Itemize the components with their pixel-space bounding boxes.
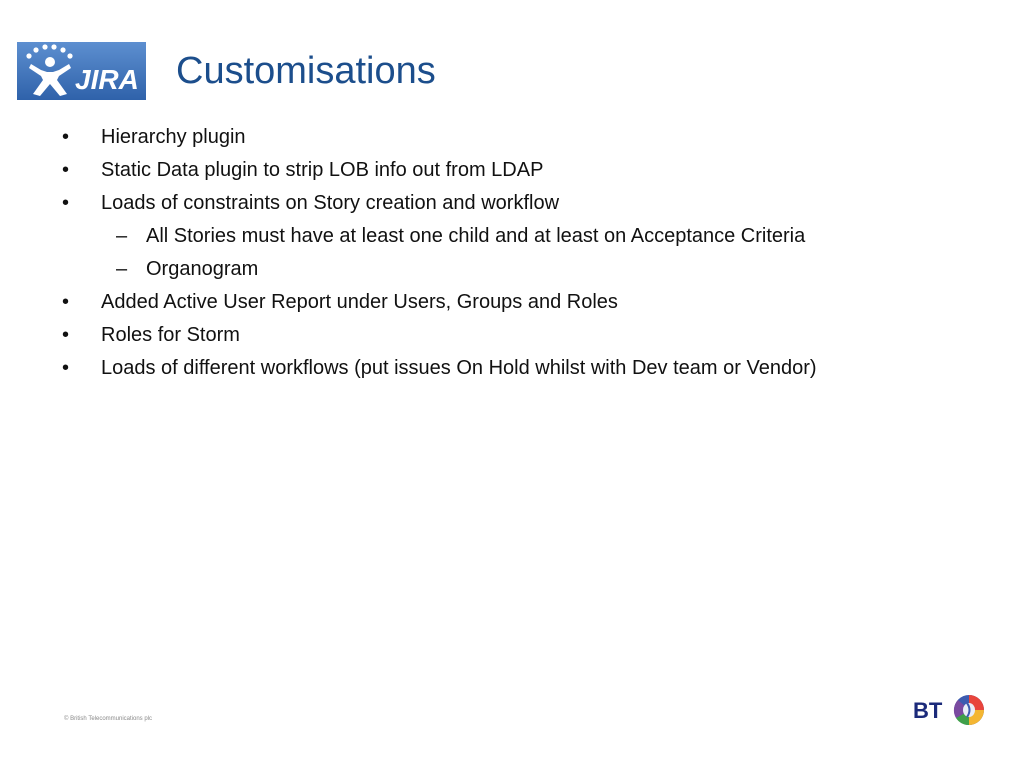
bullet-item <box>0 319 1024 352</box>
bullet-text: Roles for Storm <box>101 324 240 346</box>
bullet-item <box>0 286 1024 319</box>
bt-logo <box>912 688 992 730</box>
bullet-marker: • <box>62 192 70 214</box>
bullet-text: All Stories must have at least one child and at least on Acceptance Criteria <box>146 225 806 247</box>
dash-marker: – <box>116 258 128 280</box>
bullet-text: Loads of different workflows (put issues On Hold whilst with Dev team or Vendor) <box>101 357 817 379</box>
page-title: Customisations <box>176 50 436 92</box>
bullet-text: Static Data plugin to strip LOB info out from LDAP <box>101 159 544 181</box>
bullet-marker: • <box>62 126 70 148</box>
bullet-text: Added Active User Report under Users, Groups and Roles <box>101 291 618 313</box>
sub-bullet-item <box>0 253 1024 286</box>
bullet-text: Hierarchy plugin <box>101 126 246 148</box>
bt-logo-text: BT <box>913 698 943 723</box>
bullet-marker: • <box>62 357 70 379</box>
bullet-item <box>0 352 1024 385</box>
bullet-text: Loads of constraints on Story creation and workflow <box>101 192 560 214</box>
bullet-text: Organogram <box>146 258 259 280</box>
bullet-marker: • <box>62 291 70 313</box>
bullet-marker: • <box>62 324 70 346</box>
jira-logo-text: JIRA <box>75 64 139 95</box>
copyright-text: © British Telecommunications plc <box>64 716 153 722</box>
sub-bullet-item <box>0 220 1024 253</box>
bullet-list <box>0 121 1024 385</box>
bullet-item <box>0 187 1024 220</box>
bullet-item <box>0 154 1024 187</box>
jira-logo <box>17 42 146 100</box>
bullet-marker: • <box>62 159 70 181</box>
dash-marker: – <box>116 225 128 247</box>
bullet-item <box>0 121 1024 154</box>
